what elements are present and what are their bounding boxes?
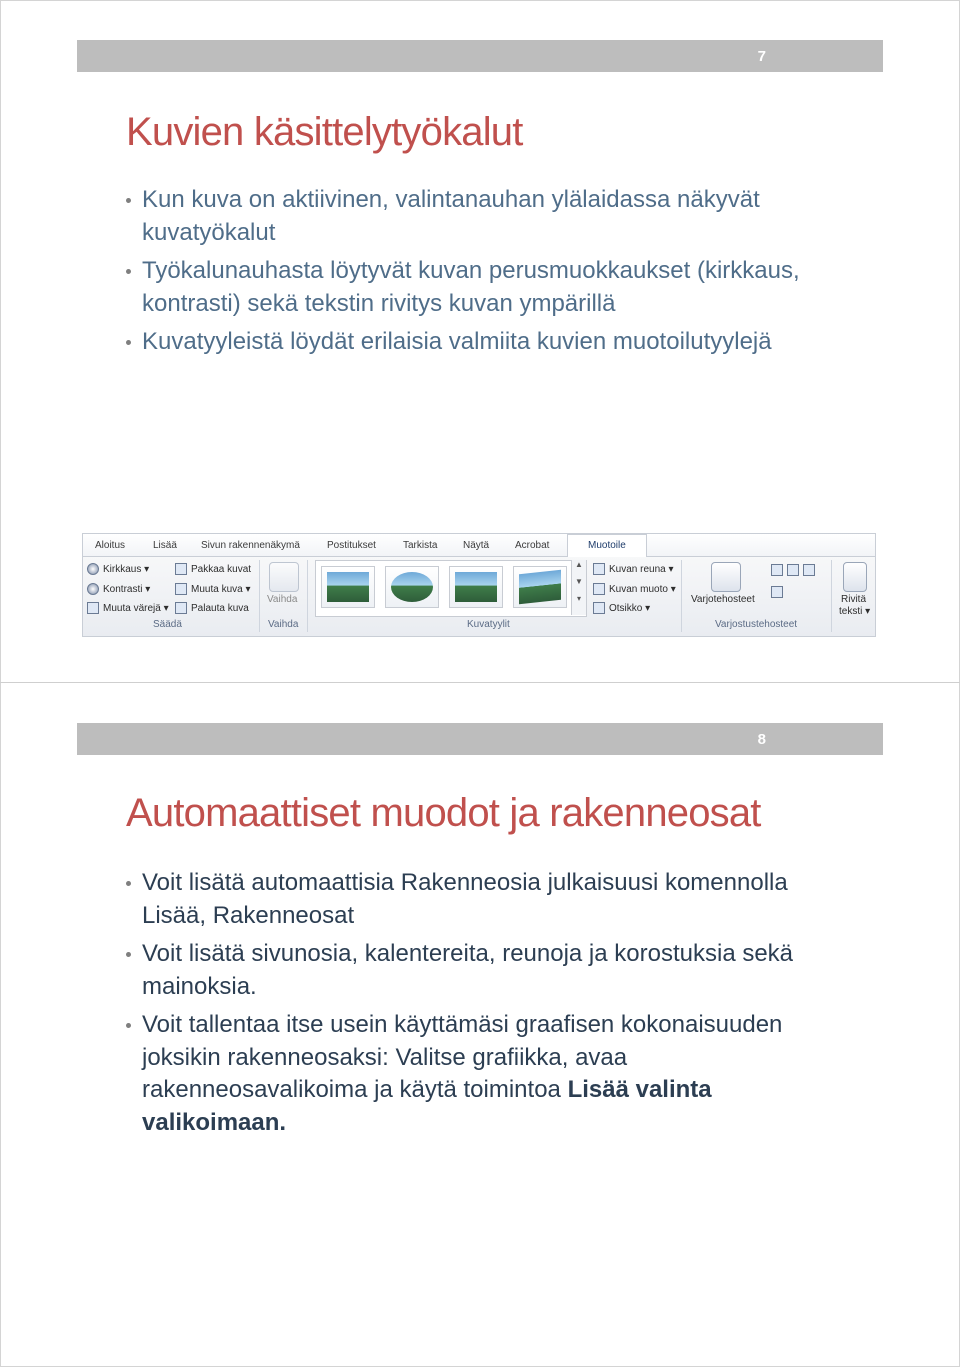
bullet-dot-icon — [126, 198, 131, 203]
slide-number: 8 — [757, 731, 766, 748]
bullet-dot-icon — [126, 881, 131, 886]
scroll-up-icon[interactable]: ▲ — [575, 560, 583, 569]
slide-number: 7 — [757, 48, 766, 65]
shadow-nudge-icons-row2[interactable] — [771, 586, 787, 598]
slide-7 — [0, 0, 960, 683]
nudge-down-icon — [771, 586, 783, 598]
picture-style-thumb[interactable] — [321, 566, 375, 608]
group-label-adjust: Säädä — [153, 619, 182, 630]
brightness-label: Kirkkaus ▾ — [103, 563, 150, 575]
nudge-percent-icon — [787, 564, 799, 576]
slide-8 — [0, 683, 960, 1367]
brightness-icon — [87, 563, 99, 575]
bullet-text: Kuvatyyleistä löydät erilaisia valmiita kuvien muotoilutyylejä — [142, 328, 772, 355]
bullet-dot-icon — [126, 1023, 131, 1028]
tab-postitukset[interactable]: Postitukset — [327, 540, 376, 551]
group-label-shadow: Varjostustehosteet — [715, 619, 798, 630]
picture-shape-label: Kuvan muoto ▾ — [609, 583, 676, 595]
tab-aloitus[interactable]: Aloitus — [95, 540, 126, 551]
bullet-dot-icon — [126, 269, 131, 274]
picture-shape-button[interactable] — [593, 583, 676, 595]
recolor-icon — [87, 602, 99, 614]
slide-number-bar — [77, 40, 883, 72]
bullet-text: Kun kuva on aktiivinen, valintanauhan ylälaidassa näkyvät kuvatyökalut — [142, 186, 760, 246]
bullet-dot-icon — [126, 340, 131, 345]
bullet-item — [120, 255, 840, 320]
group-label-change: Vaihda — [268, 619, 299, 630]
group-separator — [831, 560, 832, 632]
picture-style-preview — [519, 570, 561, 604]
picture-border-button[interactable] — [593, 563, 674, 575]
swap-image-icon[interactable] — [269, 562, 299, 592]
compress-icon — [175, 563, 187, 575]
picture-border-label: Kuvan reuna ▾ — [609, 563, 674, 575]
caption-icon — [593, 602, 605, 614]
picture-shape-icon — [593, 583, 605, 595]
bullet-text: Voit lisätä sivunosia, kalentereita, reunoja ja korostuksia sekä mainoksia. — [142, 940, 794, 1000]
bullet-bold-text: Lisää valinta valikoimaan. — [142, 1076, 712, 1136]
bullet-text: Voit tallentaa itse usein käyttämäsi graafisen kokonaisuuden joksikin rakenneosaksi: Valitse grafiikka, avaa rakenneosavalikoima ja käytä toimintoa — [142, 1011, 783, 1103]
bullet-item — [120, 184, 840, 249]
compress-label: Pakkaa kuvat — [191, 563, 252, 575]
group-separator — [681, 560, 682, 632]
slide-title: Kuvien käsittelytyökalut — [126, 110, 523, 154]
picture-style-thumb[interactable] — [513, 566, 567, 608]
caption-button[interactable] — [593, 602, 650, 614]
picture-style-thumb[interactable] — [385, 566, 439, 608]
recolor-button[interactable] — [87, 602, 169, 614]
bullet-item — [120, 938, 840, 1003]
swap-button-label[interactable]: Vaihda — [267, 594, 298, 605]
picture-style-thumb[interactable] — [449, 566, 503, 608]
bullet-list — [120, 184, 840, 365]
picture-style-preview — [327, 572, 369, 602]
slide-title: Automaattiset muodot ja rakenneosat — [126, 791, 761, 835]
contrast-icon — [87, 583, 99, 595]
reset-picture-icon — [175, 602, 187, 614]
tab-tarkista[interactable]: Tarkista — [403, 540, 438, 551]
wrap-text-icon[interactable] — [843, 562, 867, 592]
tab-sivun-rakennenakyma[interactable]: Sivun rakennenäkymä — [201, 540, 300, 551]
wrap-text-line1[interactable]: Rivitä — [841, 594, 867, 605]
picture-border-icon — [593, 563, 605, 575]
tab-lisaa[interactable]: Lisää — [153, 540, 177, 551]
change-picture-button[interactable] — [175, 583, 251, 595]
reset-picture-label: Palauta kuva — [191, 602, 249, 614]
bullet-item — [120, 1009, 840, 1139]
slide-number-bar — [77, 723, 883, 755]
contrast-button[interactable] — [87, 583, 150, 595]
change-picture-icon — [175, 583, 187, 595]
ribbon-tab-bar — [83, 534, 875, 557]
bullet-list — [120, 867, 840, 1145]
picture-style-preview — [391, 572, 433, 602]
gallery-more-icon[interactable]: ▾ — [576, 594, 581, 603]
picture-style-preview — [455, 572, 497, 602]
group-label-picture-styles: Kuvatyylit — [467, 619, 510, 630]
group-separator — [259, 560, 260, 632]
shadow-effects-icon[interactable] — [711, 562, 741, 592]
ribbon-screenshot — [82, 533, 876, 637]
compress-pictures-button[interactable] — [175, 563, 251, 575]
bullet-text: Voit lisätä automaattisia Rakenneosia julkaisuusi komennolla Lisää, Rakenneosat — [142, 869, 788, 929]
change-picture-label: Muuta kuva ▾ — [191, 583, 251, 595]
recolor-label: Muuta värejä ▾ — [103, 602, 169, 614]
contrast-label: Kontrasti ▾ — [103, 583, 151, 595]
group-separator — [307, 560, 308, 632]
wrap-text-line2[interactable]: teksti ▾ — [839, 606, 871, 617]
bullet-item — [120, 867, 840, 932]
bullet-item — [120, 326, 840, 359]
nudge-right-icon — [803, 564, 815, 576]
tab-muotoile[interactable]: Muotoile — [567, 534, 647, 557]
reset-picture-button[interactable] — [175, 602, 249, 614]
tab-nayta[interactable]: Näytä — [463, 540, 490, 551]
caption-label: Otsikko ▾ — [609, 602, 651, 614]
shadow-effects-button[interactable]: Varjotehosteet — [691, 594, 755, 605]
scroll-down-icon[interactable]: ▼ — [575, 577, 583, 586]
gallery-scrollbar[interactable] — [571, 560, 586, 615]
nudge-up-icon — [771, 564, 783, 576]
shadow-nudge-icons[interactable] — [771, 564, 819, 576]
bullet-text: Työkalunauhasta löytyvät kuvan perusmuokkaukset (kirkkaus, kontrasti) sekä tekstin rivitys kuvan ympärillä — [142, 257, 800, 317]
brightness-button[interactable] — [87, 563, 149, 575]
bullet-dot-icon — [126, 952, 131, 957]
tab-acrobat[interactable]: Acrobat — [515, 540, 550, 551]
